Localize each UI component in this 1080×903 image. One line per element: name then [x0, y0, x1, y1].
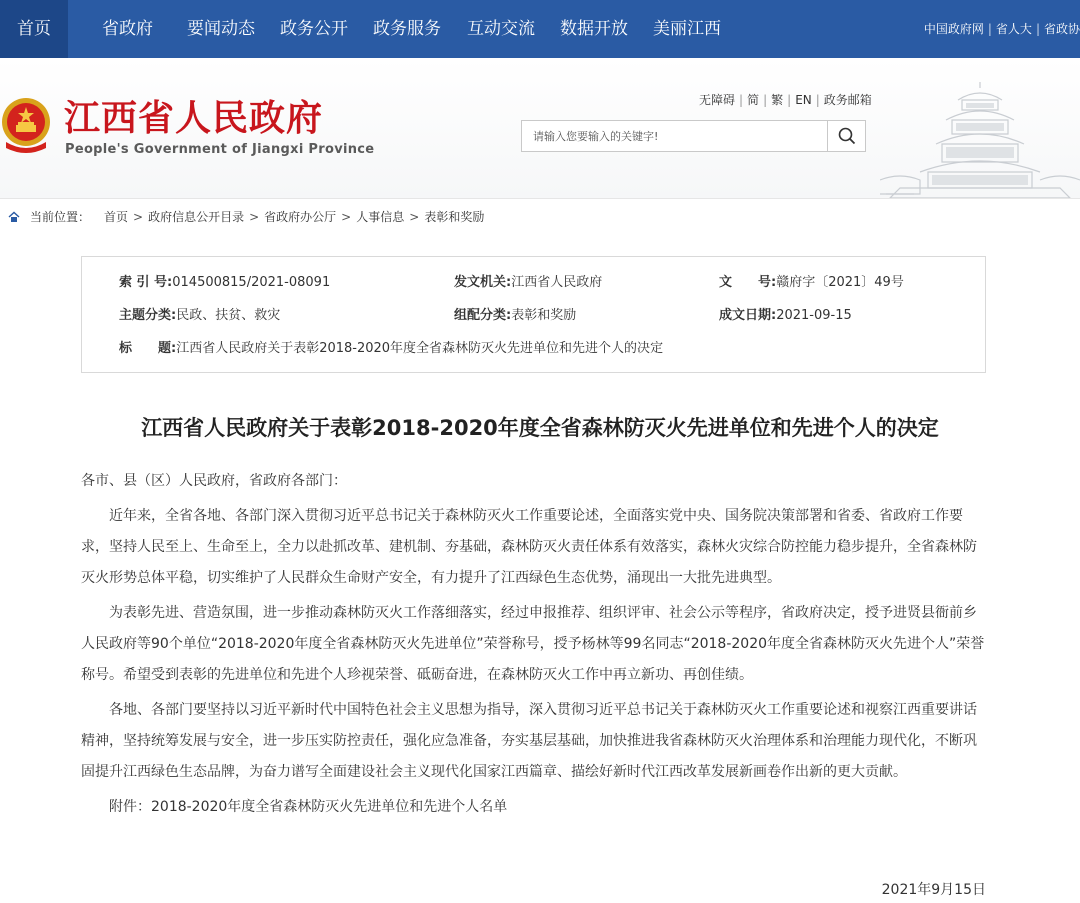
breadcrumb-item-commendation[interactable]: 表彰和奖励 — [424, 210, 485, 224]
nav-item-news[interactable]: 要闻动态 — [187, 19, 255, 39]
link-gov-mail[interactable]: 政务邮箱 — [823, 93, 872, 107]
chevron-right-icon: > — [409, 210, 420, 224]
breadcrumb-label: 当前位置： — [30, 210, 91, 224]
info-title-label: 标 题: — [119, 341, 177, 356]
search-box — [521, 120, 866, 152]
site-subtitle: People's Government of Jiangxi Province — [65, 142, 375, 157]
info-category — [454, 307, 576, 325]
article-title: 江西省人民政府关于表彰2018-2020年度全省森林防灭火先进单位和先进个人的决定 — [141, 416, 939, 440]
article-body — [81, 466, 986, 898]
separator: | — [987, 22, 992, 36]
info-title — [119, 340, 663, 358]
site-title[interactable]: 江西省人民政府 — [64, 97, 324, 139]
separator: | — [739, 93, 744, 107]
chevron-right-icon: > — [133, 210, 144, 224]
info-index — [119, 274, 330, 292]
article-paragraph: 为表彰先进、营造氛围，进一步推动森林防灭火工作落细落实，经过申报推荐、组织评审、社会公示等程序，省政府决定，授予进贤县衙前乡人民政府等90个单位“2018-2020年度全省森林防灭火先进单位”荣誉称号，授予杨林等99名同志“2018-2020年度全省森林防灭火先进个人”荣誉称号。希望受到表彰的先进单位和先进个人珍视荣誉、砥砺奋进，在森林防灭火工作中再立新功、再创佳绩。 — [81, 605, 985, 683]
nav-item-gov-services[interactable]: 政务服务 — [373, 19, 441, 39]
nav-item-home[interactable]: 首页 — [0, 0, 68, 58]
info-docno-label: 文 号: — [719, 275, 777, 290]
separator: | — [1035, 22, 1040, 36]
breadcrumb — [0, 198, 1080, 234]
info-issuer-value: 江西省人民政府 — [511, 275, 603, 290]
search-input[interactable] — [522, 121, 828, 151]
article-salutation: 各市、县（区）人民政府，省政府各部门： — [81, 473, 347, 489]
info-issuer — [454, 274, 602, 292]
article-paragraph: 各地、各部门要坚持以习近平新时代中国特色社会主义思想为指导，深入贯彻习近平总书记关于森林防灭火工作重要论述和视察江西重要讲话精神，坚持统筹发展与安全，进一步压实防控责任，强化应急准备，夯实基层基础，加快推进我省森林防灭火治理体系和治理能力现代化，不断巩固提升江西绿色生态品牌，为奋力谱写全面建设社会主义现代化国家江西篇章、描绘好新时代江西改革发展新画卷作出新的更大贡献。 — [81, 702, 977, 780]
breadcrumb-item-general-office[interactable]: 省政府办公厅 — [264, 210, 337, 224]
separator: | — [763, 93, 768, 107]
info-subject-value: 民政、扶贫、救灾 — [176, 308, 281, 323]
site-header — [0, 58, 1080, 198]
nav-item-open-data[interactable]: 数据开放 — [560, 19, 628, 39]
info-index-label: 索 引 号: — [119, 275, 173, 290]
info-date-value: 2021-09-15 — [776, 308, 852, 323]
article-attachment-link[interactable]: 附件：2018-2020年度全省森林防灭火先进单位和先进个人名单 — [109, 799, 508, 815]
separator: | — [815, 93, 820, 107]
link-accessibility[interactable]: 无障碍 — [699, 93, 736, 107]
link-provincial-cppcc[interactable]: 省政协 — [1043, 22, 1080, 36]
breadcrumb-item-info-catalog[interactable]: 政府信息公开目录 — [148, 210, 245, 224]
info-subject — [119, 307, 280, 325]
external-links — [924, 0, 1080, 58]
chevron-right-icon: > — [341, 210, 352, 224]
national-emblem-icon — [0, 96, 52, 156]
info-date — [719, 307, 852, 325]
info-date-label: 成文日期: — [719, 308, 777, 323]
breadcrumb-item-personnel[interactable]: 人事信息 — [356, 210, 405, 224]
nav-item-beautiful-jiangxi[interactable]: 美丽江西 — [653, 19, 721, 39]
link-provincial-congress[interactable]: 省人大 — [995, 22, 1032, 36]
info-docno-value: 赣府字〔2021〕49号 — [776, 275, 904, 290]
breadcrumb-trail — [104, 199, 484, 235]
chevron-right-icon: > — [249, 210, 260, 224]
info-title-value: 江西省人民政府关于表彰2018-2020年度全省森林防灭火先进单位和先进个人的决定 — [176, 341, 664, 356]
link-china-gov[interactable]: 中国政府网 — [923, 22, 984, 36]
link-traditional[interactable]: 繁 — [771, 93, 784, 107]
link-english[interactable]: EN — [795, 93, 812, 107]
info-issuer-label: 发文机关: — [454, 275, 512, 290]
top-nav — [0, 0, 1080, 58]
home-icon — [8, 211, 20, 223]
nav-item-gov-affairs-open[interactable]: 政务公开 — [280, 19, 348, 39]
article-paragraph: 近年来，全省各地、各部门深入贯彻习近平总书记关于森林防灭火工作重要论述，全面落实党中央、国务院决策部署和省委、省政府工作要求，坚持人民至上、生命至上，全力以赴抓改革、建机制、夯基础，森林防灭火责任体系有效落实，森林火灾综合防控能力稳步提升，全省森林防灭火形势总体平稳，切实维护了人民群众生命财产安全，有力提升了江西绿色生态优势，涌现出一大批先进典型。 — [81, 508, 977, 586]
info-subject-label: 主题分类: — [119, 308, 177, 323]
nav-item-province-government[interactable]: 省政府 — [102, 19, 153, 39]
document-info-box — [81, 256, 986, 373]
article-date: 2021年9月15日 — [881, 882, 986, 898]
separator: | — [787, 93, 792, 107]
search-icon — [838, 127, 856, 145]
breadcrumb-item-home[interactable]: 首页 — [104, 210, 129, 224]
info-category-value: 表彰和奖励 — [511, 308, 577, 323]
utility-links — [699, 91, 872, 108]
info-category-label: 组配分类: — [454, 308, 512, 323]
tengwang-pavilion-icon — [880, 76, 1080, 198]
search-button[interactable] — [827, 121, 865, 151]
info-index-value: 014500815/2021-08091 — [172, 275, 331, 290]
link-simplified[interactable]: 简 — [747, 93, 760, 107]
nav-item-interaction[interactable]: 互动交流 — [467, 19, 535, 39]
info-docno — [719, 274, 904, 292]
